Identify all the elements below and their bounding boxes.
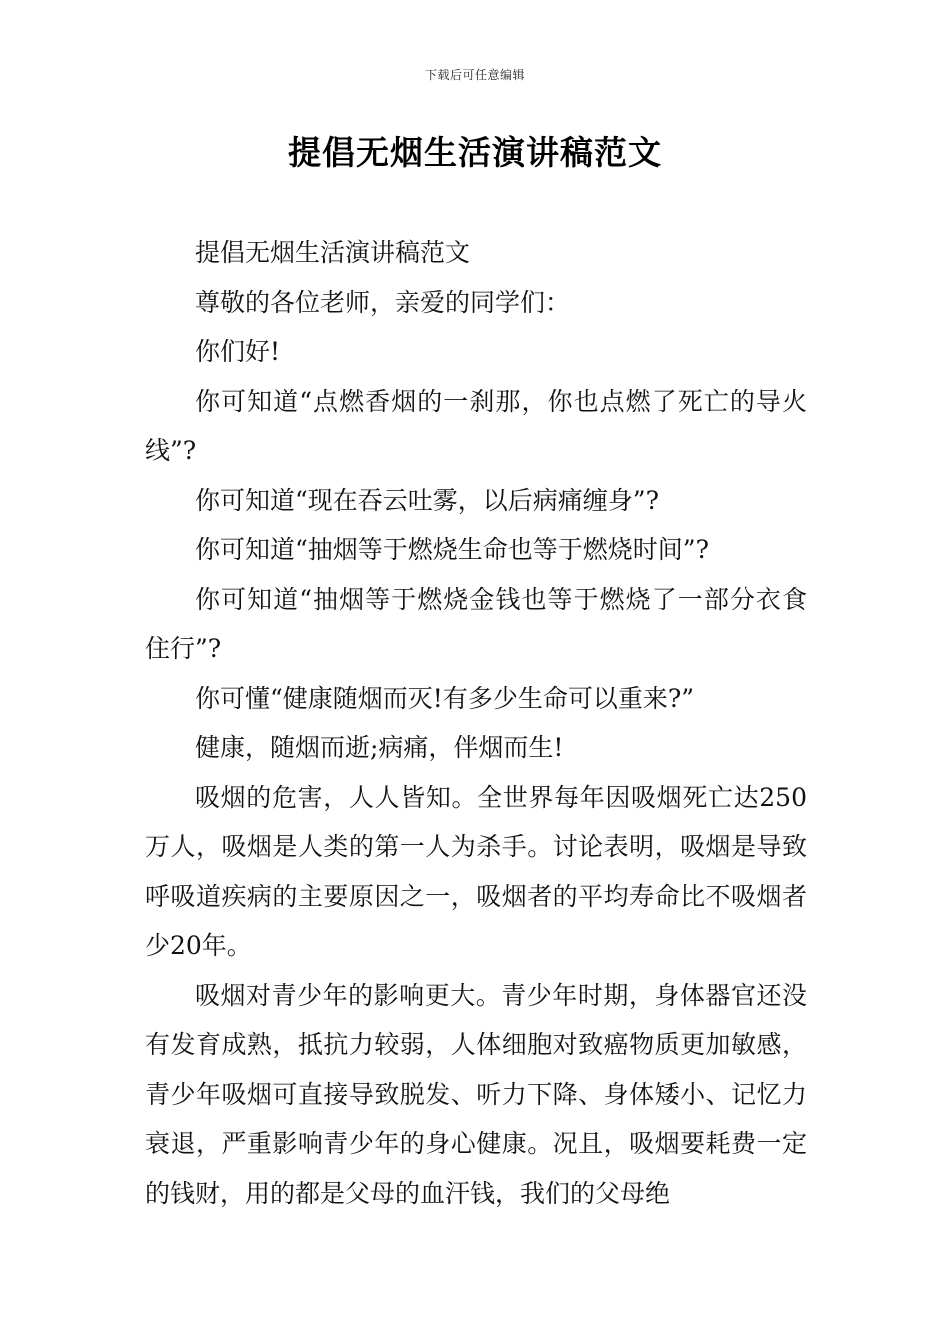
body-paragraph: 你可知道“抽烟等于燃烧生命也等于燃烧时间”? bbox=[195, 535, 709, 564]
body-paragraph: 你可知道“点燃香烟的一刹那，你也点燃了死亡的导火线”? bbox=[145, 386, 807, 465]
header-note: 下载后可任意编辑 bbox=[424, 68, 525, 82]
body-paragraph: 你可懂“健康随烟而灭!有多少生命可以重来?” bbox=[195, 683, 695, 713]
body-paragraph: 你们好! bbox=[195, 337, 281, 366]
body-paragraph: 尊敬的各位老师，亲爱的同学们： bbox=[195, 287, 571, 317]
body-paragraph: 吸烟的危害，人人皆知。全世界每年因吸烟死亡达250万人，吸烟是人类的第一人为杀手。讨论表明，吸烟是导致呼吸道疾病的主要原因之一，吸烟者的平均寿命比不吸烟者少20年。 bbox=[145, 782, 807, 960]
document-body bbox=[145, 228, 807, 1218]
body-paragraph: 健康，随烟而逝;病痛，伴烟而生! bbox=[195, 733, 564, 762]
body-paragraph: 你可知道“抽烟等于燃烧金钱也等于燃烧了一部分衣食住行”? bbox=[145, 584, 807, 663]
body-paragraph: 吸烟对青少年的影响更大。青少年时期，身体器官还没有发育成熟，抵抗力较弱，人体细胞对致癌物质更加敏感，青少年吸烟可直接导致脱发、听力下降、身体矮小、记忆力衰退，严重影响青少年的身心健康。况且，吸烟要耗费一定的钱财，用的都是父母的血汗钱，我们的父母绝 bbox=[145, 980, 807, 1208]
body-paragraph: 提倡无烟生活演讲稿范文 bbox=[195, 238, 471, 267]
body-paragraph: 你可知道“现在吞云吐雾，以后病痛缠身”? bbox=[195, 485, 659, 515]
document-title: 提倡无烟生活演讲稿范文 bbox=[288, 133, 662, 172]
